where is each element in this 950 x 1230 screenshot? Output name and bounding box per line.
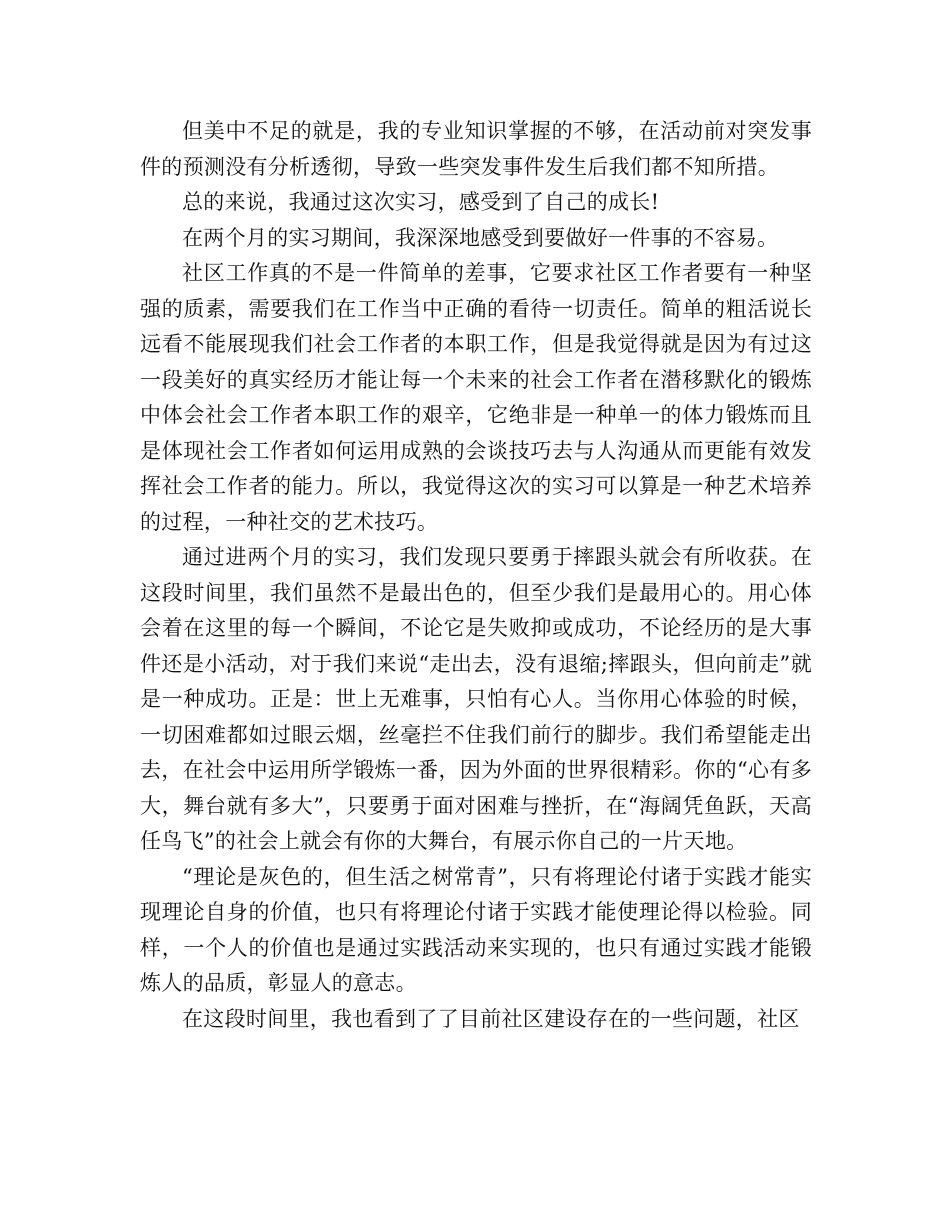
paragraph-5: 通过进两个月的实习，我们发现只要勇于摔跟头就会有所收获。在这段时间里，我们虽然不是最出色的，但至少我们是最用心的。用心体会着在这里的每一个瞬间，不论它是失败抑或成功，不论经历的是大事件还是小活动，对于我们来说“走出去，没有退缩;摔跟头，但向前走”就是一种成功。正是：世上无难事，只怕有心人。当你用心体验的时候，一切困难都如过眼云烟，丝毫拦不住我们前行的脚步。我们希望能走出去，在社会中运用所学锻炼一番，因为外面的世界很精彩。你的“心有多大，舞台就有多大”，只要勇于面对困难与挫折，在“海阔凭鱼跃，天高任鸟飞”的社会上就会有你的大舞台，有展示你自己的一片天地。: [140, 545, 812, 853]
paragraph-2: 总的来说，我通过这次实习，感受到了自己的成长!: [182, 190, 660, 214]
document-body: [140, 114, 812, 1037]
paragraph-3: 在两个月的实习期间，我深深地感受到要做好一件事的不容易。: [182, 225, 779, 250]
paragraph-4: 社区工作真的不是一件简单的差事，它要求社区工作者要有一种坚强的质素，需要我们在工作当中正确的看待一切责任。简单的粗活说长远看不能展现我们社会工作者的本职工作，但是我觉得就是因为有过这一段美好的真实经历才能让每一个未来的社会工作者在潜移默化的锻炼中体会社会工作者本职工作的艰辛，它绝非是一种单一的体力锻炼而且是体现社会工作者如何运用成熟的会谈技巧去与人沟通从而更能有效发挥社会工作者的能力。所以，我觉得这次的实习可以算是一种艺术培养的过程，一种社交的艺术技巧。: [140, 261, 812, 534]
paragraph-6: “理论是灰色的，但生活之树常青”，只有将理论付诸于实践才能实现理论自身的价值，也只有将理论付诸于实践才能使理论得以检验。同样，一个人的价值也是通过实践活动来实现的，也只有通过实践才能锻炼人的品质，彰显人的意志。: [140, 864, 812, 995]
paragraph-1: 但美中不足的就是，我的专业知识掌握的不够，在活动前对突发事件的预测没有分析透彻，导致一些突发事件发生后我们都不知所措。: [140, 119, 812, 179]
paragraph-7: 在这段时间里，我也看到了了目前社区建设存在的一些问题，社区: [182, 1006, 800, 1031]
